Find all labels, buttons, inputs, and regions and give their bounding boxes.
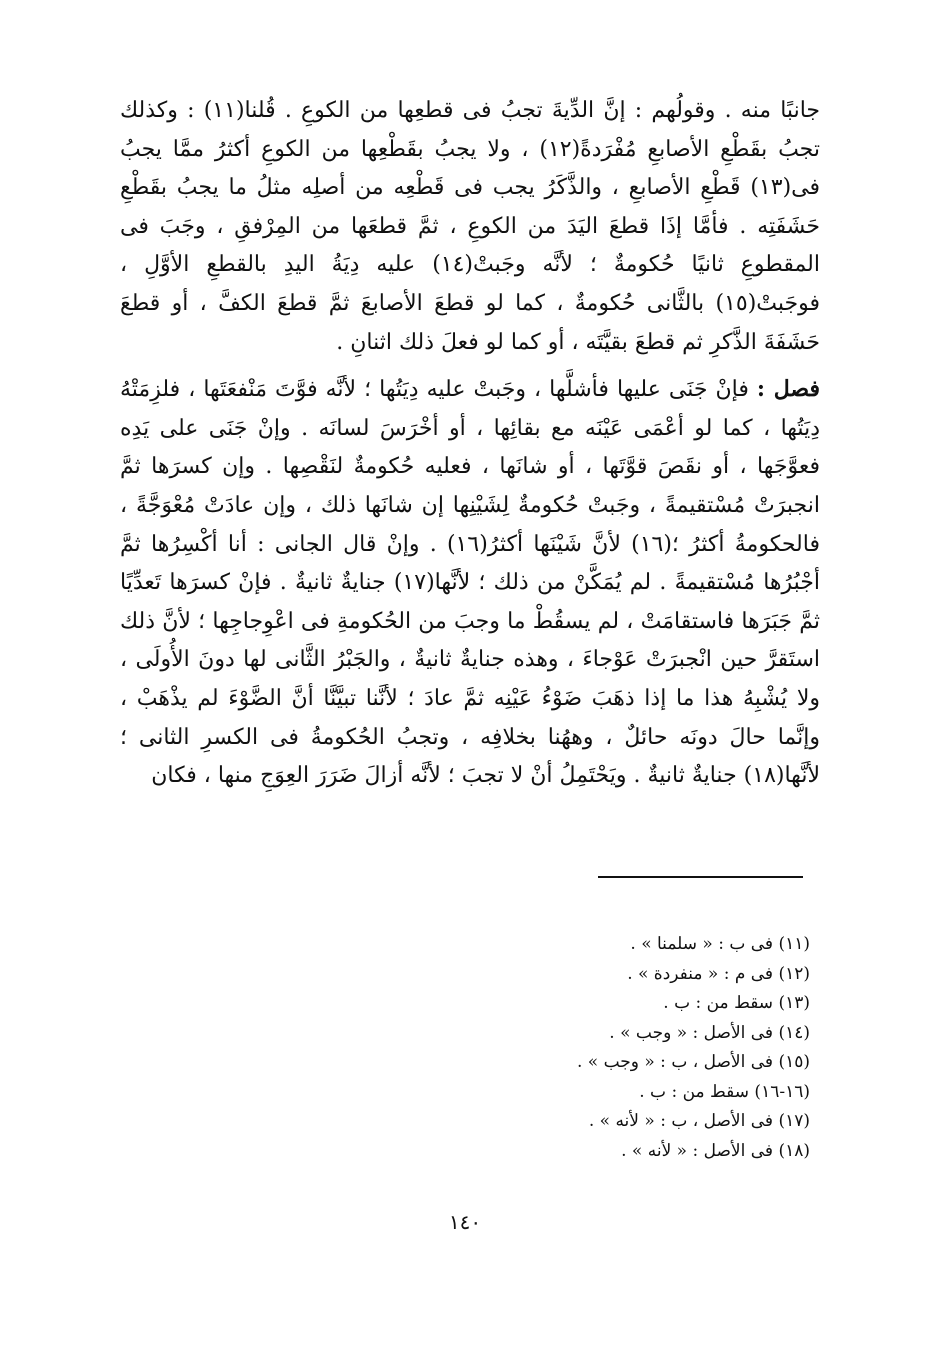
- footnotes: [460, 930, 810, 1166]
- paragraph-2: [120, 370, 820, 796]
- footnote-14: (١٤) فى الأصل : « وجب » .: [609, 1022, 810, 1043]
- footnote-12: (١٢) فى م : « منفردة » .: [627, 963, 810, 984]
- footnote-15: (١٥) فى الأصل ، ب : « وجب » .: [576, 1052, 810, 1072]
- footnote-17: (١٧) فى الأصل ، ب : « لأنه » .: [588, 1111, 810, 1131]
- footnote-16: (١٦-١٦) سقط من : ب .: [639, 1081, 810, 1102]
- main-text: [120, 92, 820, 796]
- footnote-18: (١٨) فى الأصل : « لأنه » .: [621, 1140, 810, 1161]
- footnote-separator: [598, 876, 803, 878]
- footnote-11: (١١) فى ب : « سلمنا » .: [630, 934, 810, 954]
- paragraph-1: [120, 92, 820, 362]
- paragraph-1-text: جانبًا منه . وقولُهم : إنَّ الدِّيةَ تجبُ فى قطعِها من الكوعِ . قُلنا(١١) : وكذلك تجبُ بقَطْعِ الأصابعِ مُفْرَدةً(١٢) ، ولا يجبُ بقَطْعِها من الكوعِ أكثرُ ممَّا يجبُ فى(١٣) قَطْعِ الأصابعِ ، والذَّكَرُ يجب فى قَطْعِه من أصلِه مثلُ ما يجبُ بقَطْعِ حَشَفَتِه . فأمَّا إذَا قطعَ اليَدَ من الكوعِ ، ثمَّ قطعَها من المِرْفقِ ، وجَبَ فى المقطوعِ ثانيًا حُكومةٌ ؛ لأنَّه وجَبتْ(١٤) عليه دِيَةُ اليدِ بالقطعِ الأوَّلِ ، فوجَبتْ(١٥) بالثَّانى حُكومةٌ ، كما لو قطعَ الأصابعَ ثمَّ قطعَ الكفَّ ، أو قطعَ حَشَفَةَ الذَّكرِ ثم قطعَ بقيَّتَه ، أو كما لو فعلَ ذلك اثنانِ .: [120, 98, 821, 355]
- page-number: ١٤٠: [448, 1210, 482, 1234]
- footnote-13: (١٣) سقط من : ب .: [663, 993, 810, 1013]
- paragraph-2-text: فإنْ جَنَى عليها فأشلَّها ، وجَبتْ عليه دِيَتُها ؛ لأنَّه فوَّتَ مَنْفعَتَها ، فلزِمَتْهُ دِيَتُها ، كما لو أعْمَى عَيْنَه مع بقائِها ، أو أخْرَسَ لسانَه . وإنْ جَنَى على يَدِه فعوَّجَها ، أو نقَصَ قوَّتَها ، أو شانَها ، فعليه حُكومةٌ لنَقْصِها . وإن كسرَها ثمَّ انجبرَتْ مُسْتقيمةً ، وجَبتْ حُكومةٌ لِشَيْنِها إن شانَها ذلك ، وإن عادَتْ مُعْوَجَّةً ، فالحكومةُ أكثرُ ؛(١٦) لأنَّ شَيْنَها أكثرُ(١٦) . وإنْ قال الجانى : أنا أكْسِرُها ثمَّ أجْبُرُها مُسْتقيمةً . لم يُمَكَّنْ من ذلك ؛ لأنَّها(١٧) جنايةٌ ثانيةٌ . فإنْ كسرَها تَعدِّيًا ثمَّ جَبَرَها فاستقامَتْ ، لم يسقُطْ ما وجبَ من الحُكومةِ فى اعْوِجاجِها ؛ لأنَّ ذلك استَقرَّ حين انْجبرَتْ عَوْجاءَ ، وهذه جنايةٌ ثانيةٌ ، والجَبْرُ الثَّانى لها دونَ الأُولَى ، ولا يُشْبِهُ هذا ما إذا ذهَبَ ضَوْءُ عَيْنِه ثمَّ عادَ ؛ لأنَّنا تبيَّنَّا أنَّ الضَّوْءَ لم يذْهَبْ ، وإنَّما حالَ دونَه حائلٌ ، وههُنا بخلافِه ، وتجبُ الحُكومةُ فى الكسرِ الثانى ؛ لأنَّها(١٨) جنايةٌ ثانيةٌ . ويَحْتَمِلُ أنْ لا تجبَ ؛ لأنَّه أزالَ ضَرَرَ العِوَجِ منها ، فكان: [120, 377, 821, 789]
- section-heading-fasl: فصل :: [756, 376, 820, 403]
